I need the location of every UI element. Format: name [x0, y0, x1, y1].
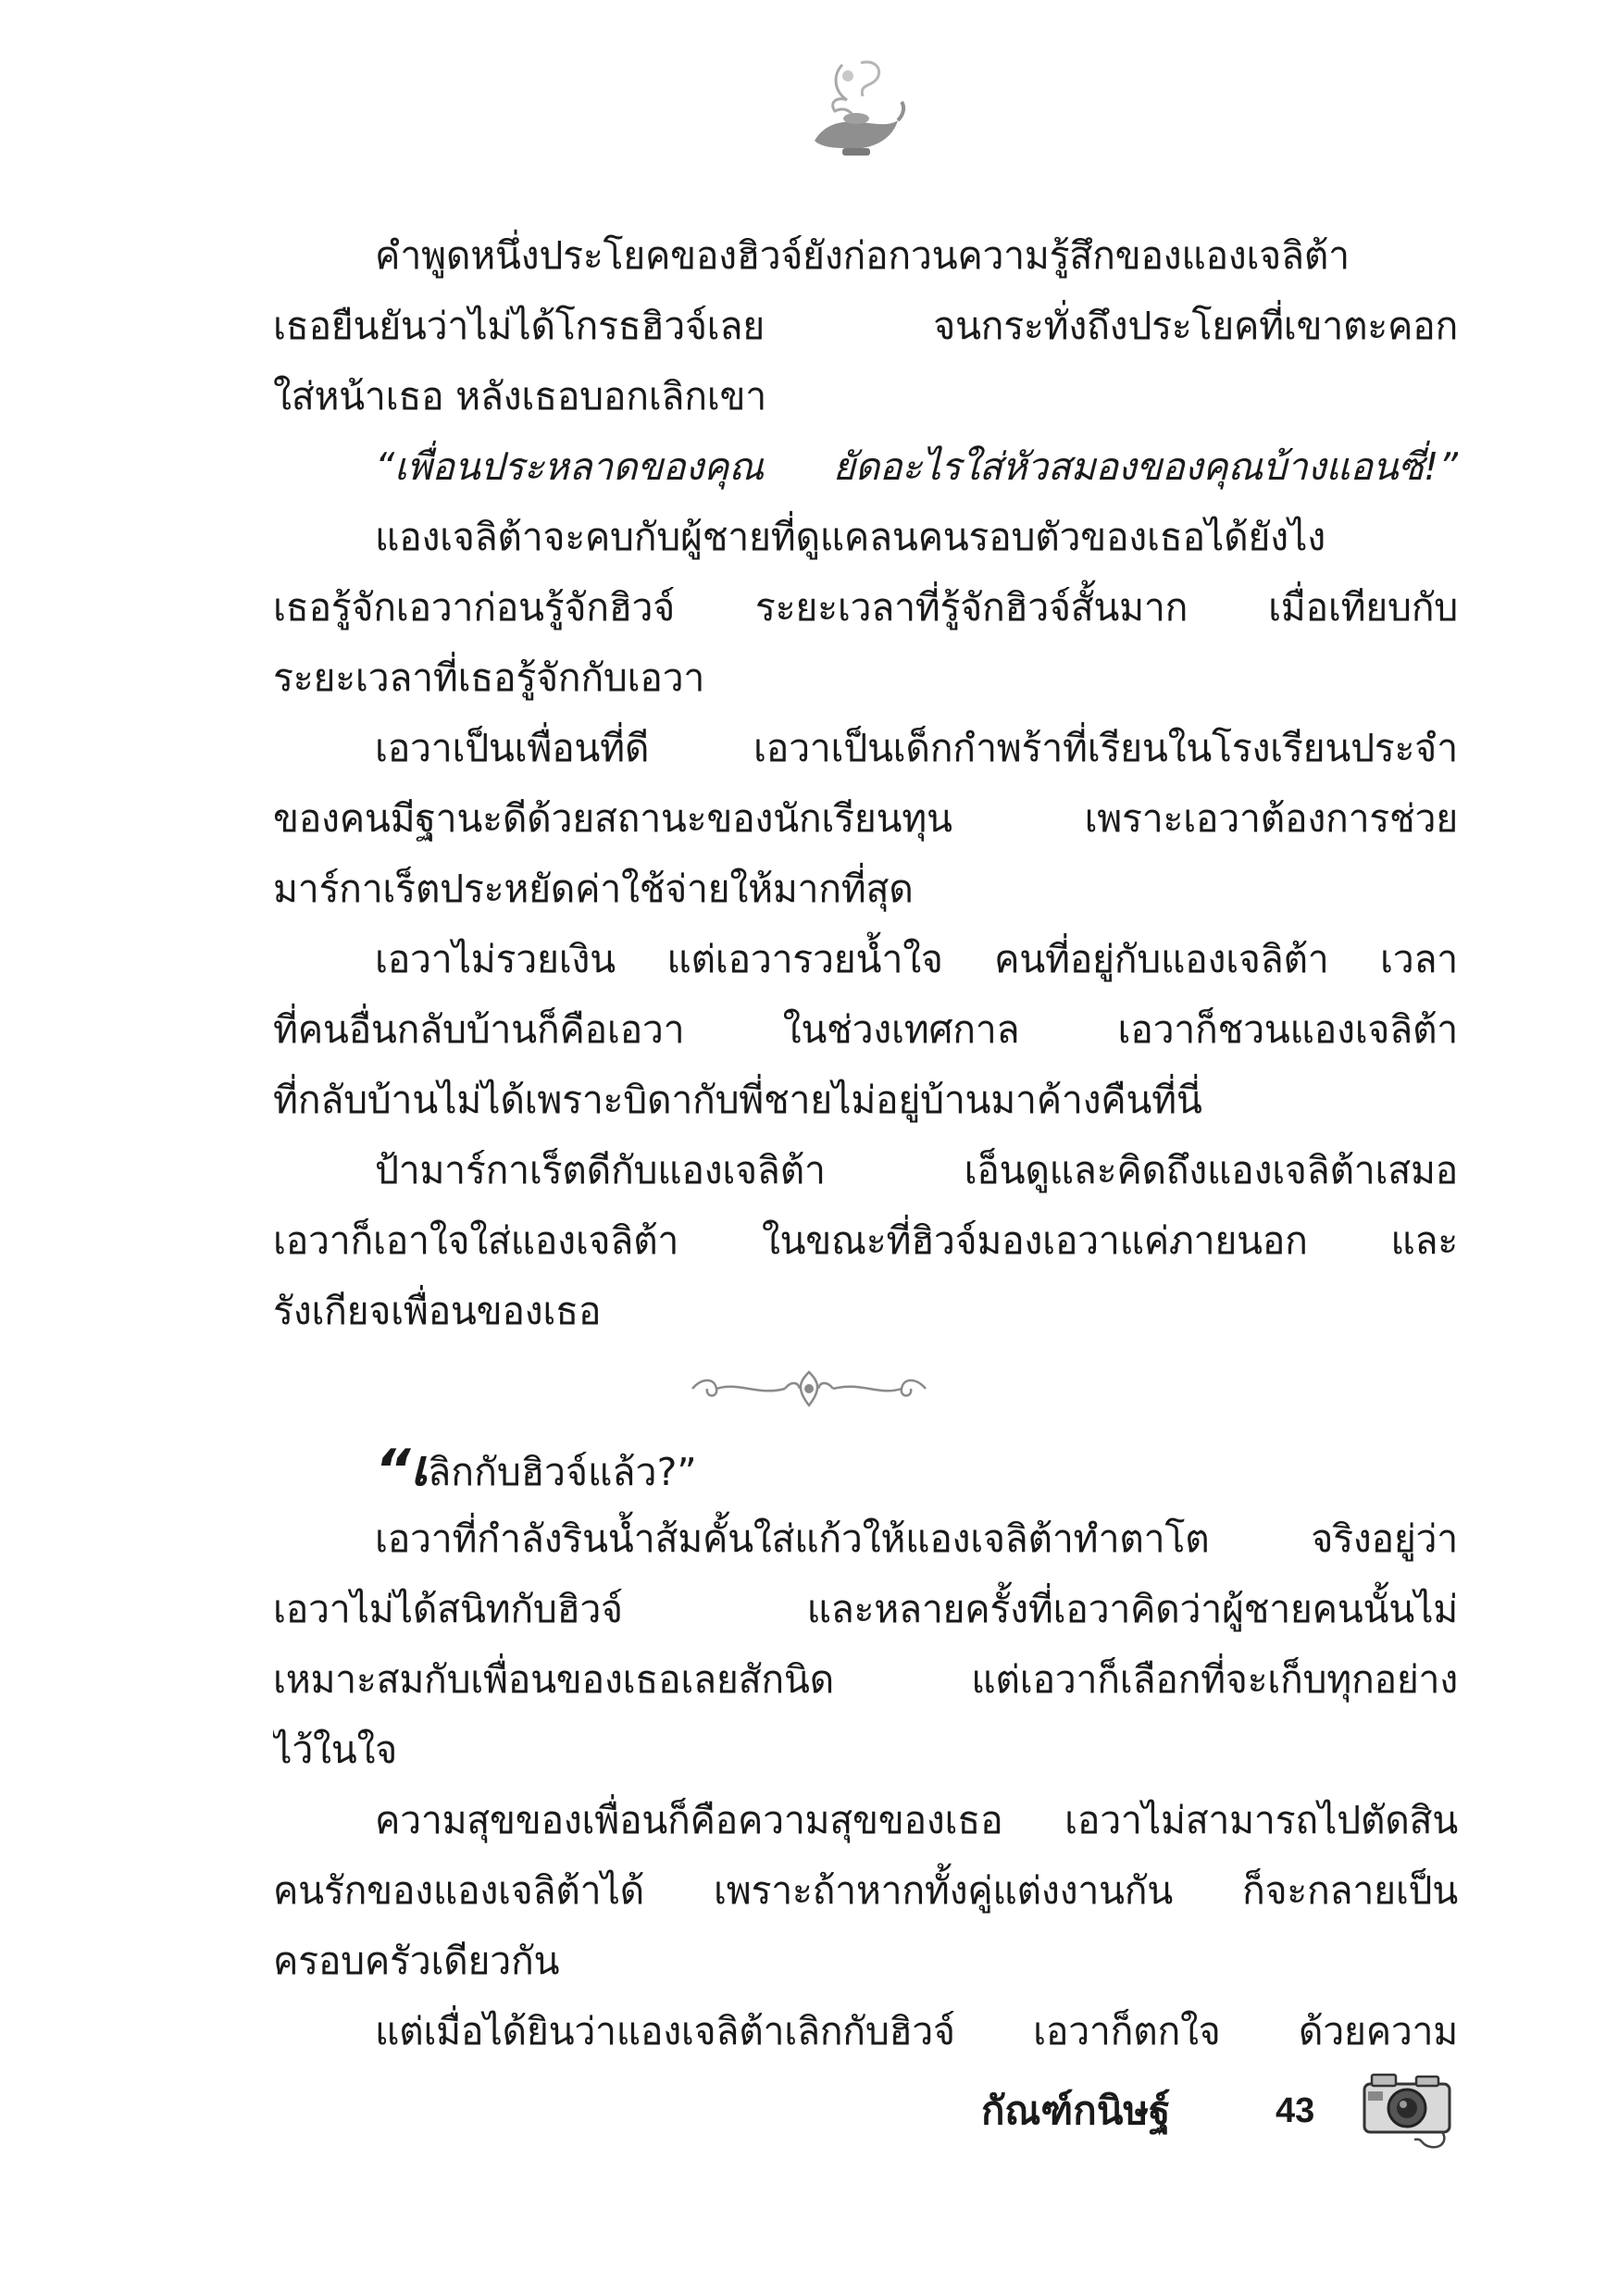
genie-lamp-icon: [805, 56, 907, 167]
text-line: ไว้ในใจ: [273, 1728, 397, 1772]
text-line: แองเจลิต้าจะคบกับผู้ชายที่ดูแคลนคนรอบตัวของเธอได้ยังไง: [375, 515, 1326, 559]
text-line: แต่เมื่อได้ยินว่าแองเจลิต้าเลิกกับฮิวจ์ เอวาก็ตกใจ ด้วยความ: [375, 2009, 1458, 2053]
text-line: มาร์กาเร็ตประหยัดค่าใช้จ่ายให้มากที่สุด: [273, 867, 914, 911]
text-line: เอวาที่กำลังรินน้ำส้มคั้นใส่แก้วให้แองเจลิต้าทำตาโต จริงอยู่ว่า: [375, 1516, 1458, 1561]
ornament-divider: [683, 1368, 935, 1409]
text-line: คนรักของแองเจลิต้าได้ เพราะถ้าหากทั้งคู่แต่งงานกัน ก็จะกลายเป็น: [273, 1868, 1458, 1913]
text-line: ป้ามาร์กาเร็ตดีกับแองเจลิต้า เอ็นดูและคิดถึงแองเจลิต้าเสมอ: [375, 1148, 1458, 1192]
text-line: ที่คนอื่นกลับบ้านก็คือเอวา ในช่วงเทศกาล เอวาก็ชวนแองเจลิต้า: [273, 1007, 1458, 1052]
text-line: เอวาเป็นเพื่อนที่ดี เอวาเป็นเด็กกำพร้าที่เรียนในโรงเรียนประจำ: [375, 726, 1458, 770]
text-line: รังเกียจเพื่อนของเธอ: [273, 1289, 602, 1333]
text-line: ความสุขของเพื่อนก็คือความสุขของเธอ เอวาไม่สามารถไปตัดสิน: [375, 1798, 1458, 1842]
text-line: คำพูดหนึ่งประโยคของฮิวจ์ยังก่อกวนความรู้สึกของแองเจลิต้า: [375, 233, 1350, 278]
text-line: เธอยืนยันว่าไม่ได้โกรธฮิวจ์เลย จนกระทั่งถึงประโยคที่เขาตะคอก: [273, 304, 1458, 348]
body-text-top: [273, 220, 1458, 1346]
dropcap-quote: “: [375, 1438, 411, 1503]
text-line: เอวาก็เอาใจใส่แองเจลิต้า ในขณะที่ฮิวจ์มองเอวาแค่ภายนอก และ: [273, 1218, 1458, 1263]
page-number: 43: [1276, 2091, 1315, 2130]
text-line: ที่กลับบ้านไม่ได้เพราะบิดากับพี่ชายไม่อยู่บ้านมาค้างคืนที่นี่: [273, 1078, 1202, 1122]
text-line: ของคนมีฐานะดีด้วยสถานะของนักเรียนทุน เพราะเอวาต้องการช่วย: [273, 796, 1458, 841]
text-line: เอวาไม่รวยเงิน แต่เอวารวยน้ำใจ คนที่อยู่กับแองเจลิต้า เวลา: [375, 937, 1458, 981]
camera-icon: [1359, 2060, 1456, 2152]
dialogue-opening: [375, 1433, 697, 1504]
text-line: ใส่หน้าเธอ หลังเธอบอกเลิกเขา: [273, 374, 766, 418]
text-line: เธอรู้จักเอวาก่อนรู้จักฮิวจ์ ระยะเวลาที่รู้จักฮิวจ์สั้นมาก เมื่อเทียบกับ: [273, 585, 1458, 630]
text-line: ครอบครัวเดียวกัน: [273, 1939, 560, 1983]
text-line: “เพื่อนประหลาดของคุณ ยัดอะไรใส่หัวสมองของคุณบ้างแอนซี่!”: [375, 444, 1458, 489]
text-line: เหมาะสมกับเพื่อนของเธอเลยสักนิด แต่เอวาก็เลือกที่จะเก็บทุกอย่าง: [273, 1657, 1458, 1702]
dialogue-text: ลิกกับฮิวจ์แล้ว?”: [428, 1450, 697, 1494]
footer-title: กัณฑ์กนิษฐ์: [981, 2088, 1171, 2133]
text-line: เอวาไม่ได้สนิทกับฮิวจ์ และหลายครั้งที่เอวาคิดว่าผู้ชายคนนั้นไม่: [273, 1587, 1458, 1631]
text-line: ระยะเวลาที่เธอรู้จักกับเอวา: [273, 655, 705, 700]
body-text-bottom: [273, 1504, 1458, 2066]
dropcap-letter: เ: [410, 1439, 429, 1497]
